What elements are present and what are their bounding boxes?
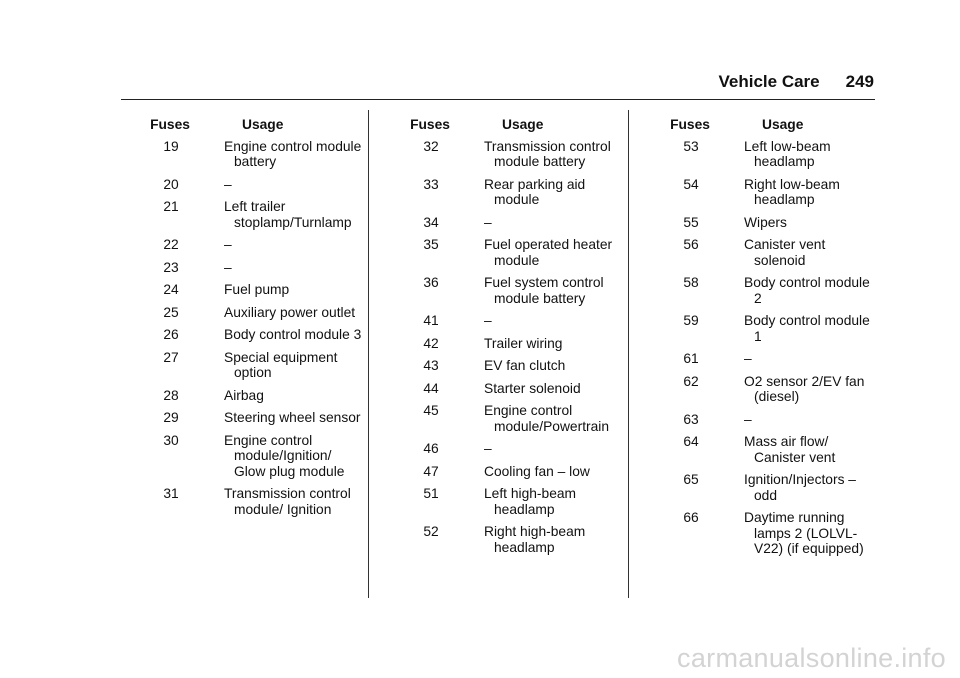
fuse-number: 33 — [423, 176, 439, 192]
table-row — [648, 374, 878, 405]
fuse-number: 58 — [683, 275, 699, 290]
table-header — [388, 117, 626, 133]
fuse-number: 28 — [163, 387, 179, 403]
table-row — [128, 327, 366, 343]
fuse-usage: Transmission control module battery — [484, 138, 611, 169]
fuse-usage: Special equipment option — [224, 349, 338, 380]
header-rule — [121, 99, 875, 100]
table-row — [388, 524, 626, 555]
fuse-number: 27 — [163, 349, 179, 365]
table-row — [128, 486, 366, 517]
fuse-usage: Ignition/Injectors – odd — [744, 472, 856, 503]
fuse-usage: Mass air flow/ Canister vent — [744, 434, 836, 465]
fuse-table-column-1 — [128, 117, 366, 524]
fuse-usage: – — [484, 441, 492, 456]
table-row — [388, 215, 626, 231]
fuse-number: 25 — [163, 304, 179, 320]
table-header — [128, 117, 366, 133]
table-row — [128, 305, 366, 321]
table-row — [388, 275, 626, 306]
table-row — [128, 139, 366, 170]
column-divider — [628, 110, 629, 598]
table-header — [648, 117, 878, 133]
table-row — [128, 282, 366, 298]
table-row — [388, 381, 626, 397]
fuse-number: 65 — [683, 472, 699, 487]
fuse-number: 61 — [683, 351, 699, 366]
fuse-number: 66 — [683, 510, 699, 525]
fuse-usage: Steering wheel sensor — [224, 410, 361, 425]
fuse-usage: – — [484, 214, 492, 230]
table-row — [388, 237, 626, 268]
fuse-number: 19 — [163, 138, 179, 154]
fuse-usage: O2 sensor 2/EV fan (diesel) — [744, 373, 865, 404]
fuse-number: 36 — [423, 275, 439, 290]
table-row — [388, 403, 626, 434]
fuse-usage: Starter solenoid — [484, 380, 581, 396]
table-row — [388, 486, 626, 517]
fuse-number: 43 — [423, 358, 439, 373]
fuse-number: 22 — [163, 237, 179, 252]
fuse-usage: Rear parking aid module — [484, 176, 586, 207]
fuse-number: 62 — [683, 373, 699, 389]
fuse-usage: Left low-beam headlamp — [744, 138, 831, 169]
page-header — [719, 72, 875, 92]
fuse-number: 42 — [423, 335, 439, 351]
fuse-usage: Right high-beam headlamp — [484, 524, 586, 555]
fuse-usage: Left high-beam headlamp — [484, 486, 577, 517]
table-row — [128, 260, 366, 276]
fuse-usage: Airbag — [224, 387, 264, 403]
table-row — [648, 275, 878, 306]
fuse-usage: Auxiliary power outlet — [224, 304, 356, 320]
fuse-number: 44 — [423, 380, 439, 396]
fuse-usage: Engine control module/Powertrain — [484, 403, 610, 434]
fuse-usage: Canister vent solenoid — [744, 237, 826, 268]
fuse-number: 52 — [423, 524, 439, 539]
table-row — [388, 336, 626, 352]
usage-header: Usage — [762, 117, 804, 132]
fuse-number: 63 — [683, 411, 699, 427]
fuse-usage: Engine control module/Ignition/ Glow plug module — [224, 432, 345, 479]
table-row — [128, 237, 366, 253]
table-row — [388, 313, 626, 329]
table-row — [648, 510, 878, 557]
fuse-usage: – — [484, 313, 492, 328]
table-row — [388, 464, 626, 480]
table-row — [648, 237, 878, 268]
table-row — [648, 177, 878, 208]
usage-header: Usage — [242, 117, 284, 132]
fuse-usage: – — [744, 411, 752, 427]
table-rows — [128, 139, 366, 518]
page-number: 249 — [845, 72, 874, 91]
fuse-usage: Cooling fan – low — [484, 463, 590, 479]
fuse-usage: Wipers — [744, 214, 787, 230]
table-row — [128, 177, 366, 193]
watermark: carmanualsonline.info — [677, 643, 946, 673]
table-row — [648, 472, 878, 503]
table-row — [648, 313, 878, 344]
table-row — [128, 410, 366, 426]
fuse-usage: Right low-beam headlamp — [744, 176, 840, 207]
table-rows — [648, 139, 878, 557]
fuse-usage: Body control module 1 — [744, 313, 870, 344]
fuse-number: 46 — [423, 441, 439, 456]
fuse-number: 45 — [423, 403, 439, 418]
fuse-usage: Daytime running lamps 2 (LOLVL-V22) (if equipped) — [744, 510, 864, 556]
fuse-usage: – — [224, 237, 232, 252]
fuse-number: 35 — [423, 237, 439, 252]
table-row — [648, 215, 878, 231]
fuse-usage: – — [224, 259, 232, 275]
fuse-number: 24 — [163, 282, 179, 297]
fuse-number: 64 — [683, 434, 699, 449]
fuse-usage: Body control module 3 — [224, 327, 362, 342]
fuses-header: Fuses — [410, 117, 450, 132]
fuse-usage: Fuel operated heater module — [484, 237, 613, 268]
table-row — [128, 433, 366, 480]
fuse-number: 26 — [163, 327, 179, 342]
fuse-usage: Fuel system control module battery — [484, 275, 604, 306]
fuse-number: 56 — [683, 237, 699, 252]
table-row — [648, 139, 878, 170]
table-row — [388, 358, 626, 374]
fuses-header: Fuses — [670, 117, 710, 132]
table-row — [648, 434, 878, 465]
table-row — [388, 441, 626, 457]
fuse-table-column-2 — [388, 117, 626, 562]
table-row — [128, 199, 366, 230]
fuse-number: 54 — [683, 176, 699, 192]
fuse-number: 34 — [423, 214, 439, 230]
fuse-number: 20 — [163, 176, 179, 192]
table-row — [128, 388, 366, 404]
fuse-number: 29 — [163, 410, 179, 425]
fuse-usage: – — [224, 176, 232, 192]
usage-header: Usage — [502, 117, 544, 132]
fuse-usage: Engine control module battery — [224, 138, 362, 169]
fuse-number: 47 — [423, 463, 439, 479]
fuse-usage: Fuel pump — [224, 282, 290, 297]
fuse-usage: EV fan clutch — [484, 358, 566, 373]
fuse-usage: Body control module 2 — [744, 275, 870, 306]
fuse-table-column-3 — [648, 117, 878, 564]
fuses-header: Fuses — [150, 117, 190, 132]
fuse-number: 32 — [423, 138, 439, 154]
fuse-number: 53 — [683, 138, 699, 154]
fuse-number: 51 — [423, 486, 439, 501]
fuse-number: 59 — [683, 313, 699, 328]
fuse-usage: – — [744, 351, 752, 366]
fuse-number: 31 — [163, 486, 179, 501]
fuse-number: 41 — [423, 313, 439, 328]
fuse-number: 23 — [163, 259, 179, 275]
fuse-usage: Trailer wiring — [484, 335, 563, 351]
fuse-number: 55 — [683, 214, 699, 230]
fuse-usage: Transmission control module/ Ignition — [224, 486, 351, 517]
section-title: Vehicle Care — [718, 72, 820, 91]
table-row — [648, 412, 878, 428]
column-divider — [368, 110, 369, 598]
fuse-number: 30 — [163, 432, 179, 448]
table-row — [128, 350, 366, 381]
table-row — [648, 351, 878, 367]
fuse-number: 21 — [163, 199, 179, 214]
table-row — [388, 139, 626, 170]
table-rows — [388, 139, 626, 556]
table-row — [388, 177, 626, 208]
fuse-usage: Left trailer stoplamp/Turnlamp — [224, 199, 352, 230]
